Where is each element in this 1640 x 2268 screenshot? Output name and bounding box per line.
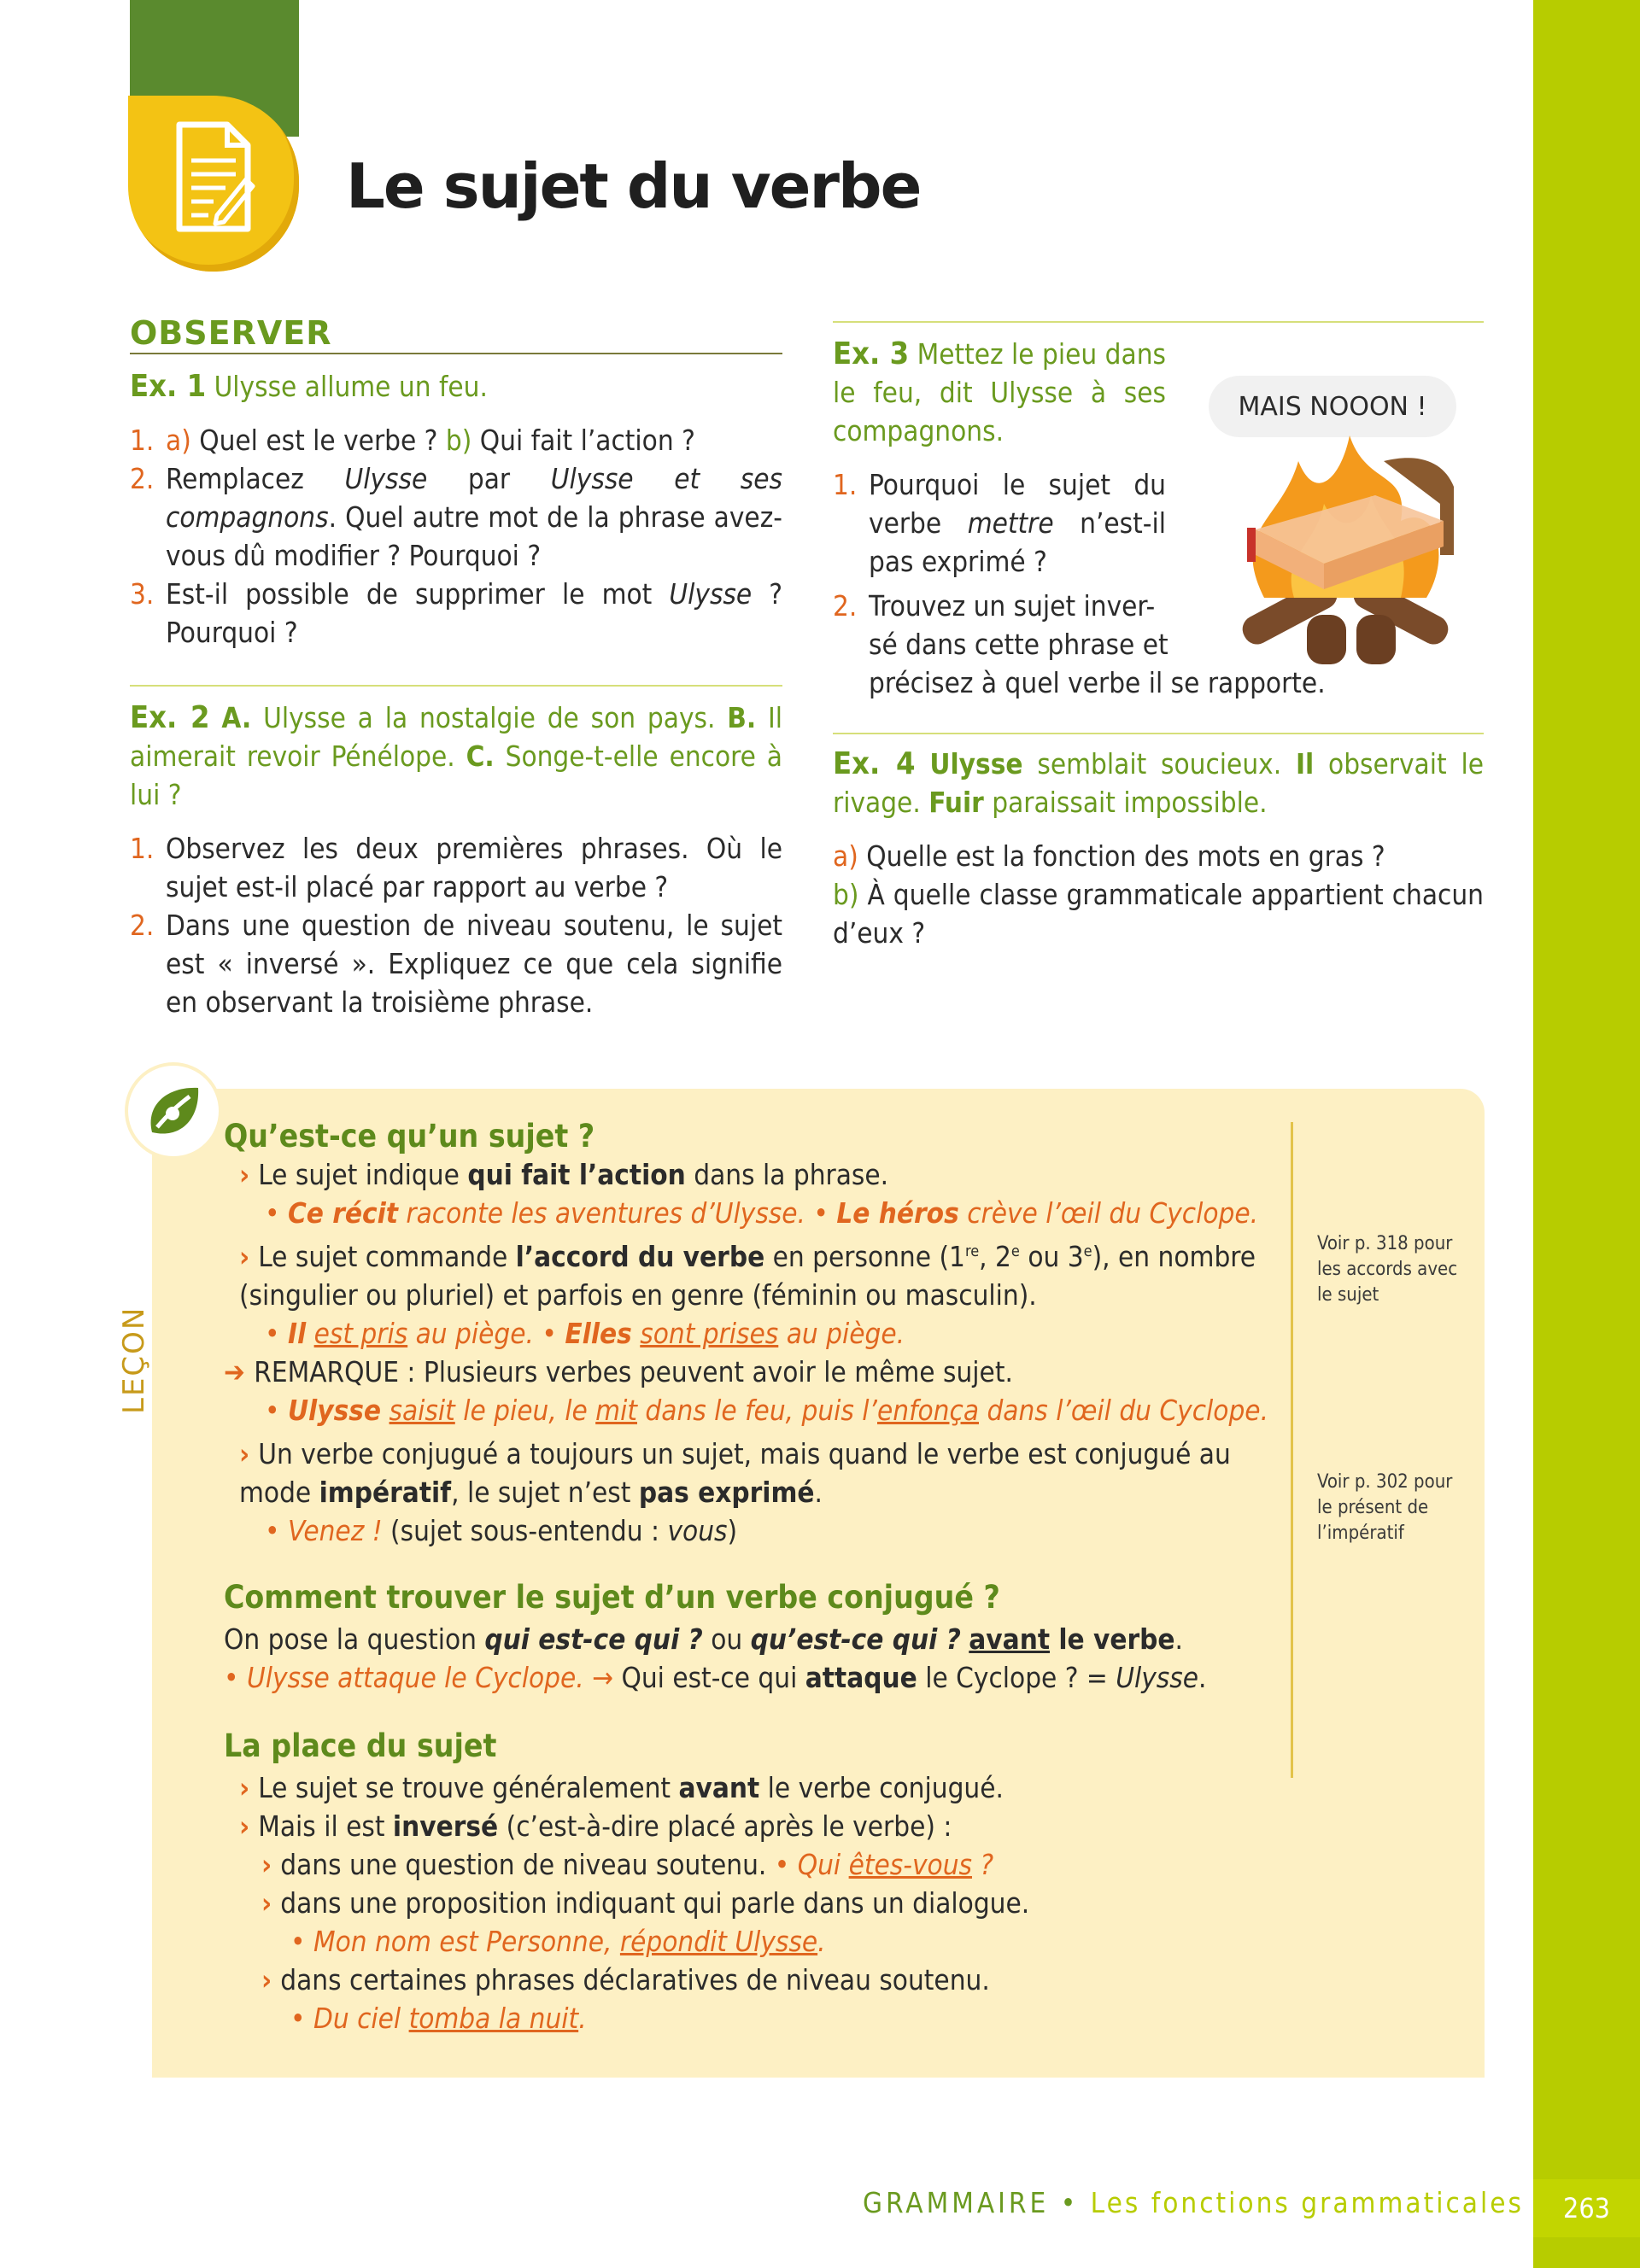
text: . bbox=[817, 1925, 826, 1958]
question-number: 2. bbox=[130, 909, 155, 942]
lesson-s1-example-3: • Ulysse saisit le pieu, le mit dans le feu, puis l’enfonça dans l’œil du Cyclope. bbox=[265, 1394, 1269, 1427]
text: par bbox=[427, 462, 551, 495]
text: Ulysse bbox=[344, 462, 428, 495]
text: REMARQUE : Plusieurs verbes peuvent avoir le même sujet. bbox=[254, 1355, 1013, 1388]
exercise-1-question-1 bbox=[130, 421, 782, 459]
text: . bbox=[814, 1476, 823, 1509]
text: dans l’œil du Cyclope. bbox=[979, 1394, 1269, 1427]
lesson-s1-example-4: • Venez ! (sujet sous-entendu : vous) bbox=[265, 1514, 738, 1547]
chapter-badge bbox=[128, 96, 299, 272]
text: ou 3 bbox=[1019, 1240, 1084, 1273]
text: dans une question de niveau soutenu. bbox=[280, 1848, 775, 1881]
running-footer bbox=[863, 2186, 1524, 2219]
chevron-icon: › bbox=[261, 1963, 272, 1996]
text: Qui est-ce qui bbox=[613, 1661, 805, 1694]
text: Trouvez un sujet inver- bbox=[869, 589, 1156, 623]
lesson-section-1 bbox=[224, 1117, 1274, 1550]
bold-word: Il bbox=[1295, 747, 1315, 780]
text: Est-il possible de supprimer le mot bbox=[166, 577, 670, 611]
text: dans la phrase. bbox=[685, 1158, 889, 1191]
text: Ulysse bbox=[669, 577, 753, 611]
text: paraissait impossible. bbox=[983, 786, 1268, 819]
text: avant bbox=[678, 1771, 760, 1804]
text: répondit Ulysse bbox=[619, 1925, 818, 1958]
lesson-s1-example-1: • Ce récit raconte les aventures d’Ulysse. • Le héros crève l’œil du Cyclope. bbox=[265, 1196, 1259, 1230]
text: . bbox=[1174, 1622, 1183, 1656]
text: À quelle classe grammaticale appartient chacun d’eux ? bbox=[833, 878, 1484, 950]
text: pas exprimé bbox=[638, 1476, 815, 1509]
text: Qui bbox=[797, 1848, 849, 1881]
exercise-4-intro bbox=[833, 745, 1484, 821]
arrow-right-icon: ➔ bbox=[224, 1355, 255, 1388]
text: sont prises bbox=[640, 1317, 779, 1350]
exercise-4 bbox=[833, 745, 1484, 952]
exercise-1 bbox=[130, 367, 782, 652]
text: Dans une question de niveau soutenu, le sujet est « inversé ». Expliquez ce que cela signifie en observant la troisième phrase. bbox=[166, 909, 782, 1019]
text: re bbox=[964, 1242, 980, 1260]
lesson-s3-example-2: • Mon nom est Personne, répondit Ulysse. bbox=[290, 1925, 826, 1958]
question-text: Qui fait l’action ? bbox=[479, 424, 695, 457]
bold-word: Fuir bbox=[928, 786, 984, 819]
text: Ulysse bbox=[1116, 1661, 1198, 1694]
footer-separator: • bbox=[1060, 2186, 1080, 2219]
sub-label: b) bbox=[833, 878, 859, 911]
exercise-3-sentence: Mettez le pieu dans le feu, dit Ulysse à ses compagnons. bbox=[833, 337, 1166, 447]
text: Ce récit bbox=[287, 1196, 398, 1230]
lesson-s1-example-2: • Il est pris au piège. • Elles sont prises au piège. bbox=[265, 1317, 905, 1350]
question-number: 1. bbox=[130, 832, 155, 865]
chevron-icon: › bbox=[239, 1809, 250, 1843]
separator bbox=[130, 685, 782, 687]
exercise-4-question-b bbox=[833, 875, 1484, 952]
text: e bbox=[1083, 1242, 1092, 1260]
bold-word: Ulysse bbox=[929, 747, 1023, 780]
lesson-section-3-title: La place du sujet bbox=[224, 1727, 497, 1764]
exercise-1-intro bbox=[130, 367, 782, 406]
text: Il bbox=[287, 1317, 307, 1350]
lesson-s3-case-3 bbox=[224, 1961, 1437, 1999]
exercise-3-intro bbox=[833, 335, 1166, 450]
exercise-4-question-a bbox=[833, 837, 1484, 875]
text: (sujet sous-entendu : bbox=[382, 1514, 668, 1547]
text: au piège. bbox=[407, 1317, 542, 1350]
lesson-s2-example: • Ulysse attaque le Cyclope. → Qui est-ce qui attaque le Cyclope ? = Ulysse. bbox=[224, 1661, 1207, 1694]
text: en personne (1 bbox=[764, 1240, 965, 1273]
text: Ulysse et ses compagnons bbox=[166, 462, 782, 534]
text: . Quel autre mot de la phrase avez-vous dû modifier ? Pourquoi ? bbox=[166, 500, 782, 572]
text: le pieu, le bbox=[454, 1394, 596, 1427]
chevron-icon: › bbox=[239, 1437, 250, 1470]
sentence-marker: C. bbox=[466, 739, 495, 773]
text: saisit bbox=[389, 1394, 455, 1427]
text: (c’est-à-dire placé après le verbe) : bbox=[498, 1809, 952, 1843]
lesson-section-3 bbox=[224, 1727, 1437, 2037]
text: ), en nombre (singulier ou pluriel) et parfois en genre (féminin ou masculin). bbox=[239, 1240, 1256, 1312]
exercise-2 bbox=[130, 699, 782, 1021]
chevron-icon: › bbox=[239, 1771, 250, 1804]
sub-label: a) bbox=[166, 424, 191, 457]
chevron-icon: › bbox=[239, 1158, 250, 1191]
text: Le héros bbox=[836, 1196, 959, 1230]
right-color-band bbox=[1533, 0, 1640, 2268]
text: ? bbox=[972, 1848, 994, 1881]
text: Observez les deux premières phrases. Où le sujet est-il placé par rapport au verbe ? bbox=[166, 832, 782, 903]
text: Ulysse bbox=[287, 1394, 382, 1427]
text: précisez à quel verbe il se rapporte. bbox=[869, 666, 1326, 699]
text: Le sujet indique bbox=[258, 1158, 468, 1191]
text: Il aimerait revoir Pénélope. bbox=[130, 701, 783, 773]
question-text: Quel est le verbe ? bbox=[199, 424, 438, 457]
lesson-s3-bullet-2 bbox=[224, 1807, 1437, 1845]
separator bbox=[833, 733, 1484, 734]
text: e bbox=[1010, 1242, 1020, 1260]
text: Le sujet se trouve généralement bbox=[258, 1771, 679, 1804]
text: Quelle est la fonction des mots en gras ? bbox=[858, 839, 1385, 873]
text: , 2 bbox=[979, 1240, 1011, 1273]
text: dans certaines phrases déclaratives de niveau soutenu. bbox=[280, 1963, 990, 1996]
lesson-s3-case-1: › dans une question de niveau soutenu. • Qui êtes-vous ? bbox=[261, 1848, 994, 1881]
text: êtes-vous bbox=[848, 1848, 972, 1881]
text: dans une proposition indiquant qui parle dans un dialogue. bbox=[280, 1886, 1030, 1920]
lesson-leaf-badge bbox=[128, 1066, 219, 1156]
text: attaque bbox=[805, 1661, 917, 1694]
lesson-s1-bullet-3 bbox=[224, 1435, 1274, 1511]
separator bbox=[833, 321, 1484, 323]
lesson-s2-text bbox=[224, 1620, 1437, 1658]
chevron-icon: › bbox=[261, 1886, 272, 1920]
text: , le sujet n’est bbox=[451, 1476, 639, 1509]
text: Le sujet commande bbox=[258, 1240, 516, 1273]
text: dans le feu, puis l’ bbox=[636, 1394, 877, 1427]
question-number: 1. bbox=[833, 468, 858, 501]
text: au piège. bbox=[778, 1317, 905, 1350]
observer-rule bbox=[130, 353, 782, 354]
lesson-section-1-title: Qu’est-ce qu’un sujet ? bbox=[224, 1118, 595, 1154]
text: On pose la question bbox=[224, 1622, 485, 1656]
sidenote-accords: Voir p. 318 pour les accords avec le sujet bbox=[1317, 1233, 1458, 1306]
text: Du ciel bbox=[313, 2002, 409, 2035]
text: le verbe conjugué. bbox=[759, 1771, 1004, 1804]
lesson-section-2-title: Comment trouver le sujet d’un verbe conjugué ? bbox=[224, 1579, 1000, 1616]
sub-label: b) bbox=[445, 424, 472, 457]
text: Mon nom est Personne, bbox=[313, 1925, 620, 1958]
text: mettre bbox=[967, 506, 1054, 540]
sentence-marker: A. bbox=[221, 701, 252, 734]
lesson-s3-bullet-1 bbox=[224, 1768, 1437, 1807]
text: est pris bbox=[313, 1317, 408, 1350]
text: mit bbox=[595, 1394, 637, 1427]
question-number: 2. bbox=[130, 462, 155, 495]
footer-section: GRAMMAIRE bbox=[863, 2186, 1050, 2219]
sentence-marker: B. bbox=[727, 701, 757, 734]
question-number: 2. bbox=[833, 589, 858, 623]
text: ou bbox=[702, 1622, 751, 1656]
question-number: 1. bbox=[130, 424, 155, 457]
text: n’est-il pas exprimé ? bbox=[869, 506, 1166, 578]
exercise-1-label: Ex. 1 bbox=[130, 369, 207, 404]
text: qui est-ce qui ? bbox=[484, 1622, 703, 1656]
text: Ulysse attaque le Cyclope. bbox=[246, 1661, 584, 1694]
text: Pourquoi le sujet du verbe bbox=[869, 468, 1166, 540]
text: Venez ! bbox=[287, 1514, 383, 1547]
text: inversé bbox=[392, 1809, 499, 1843]
text: crève l’œil du Cyclope. bbox=[958, 1196, 1259, 1230]
footer-chapter: Les fonctions grammaticales bbox=[1090, 2186, 1524, 2219]
lesson-s1-bullet-2 bbox=[224, 1232, 1274, 1314]
text: Songe-t-elle encore à lui ? bbox=[130, 739, 782, 811]
lesson-s3-example-3: • Du ciel tomba la nuit. bbox=[290, 2002, 587, 2035]
observer-heading: OBSERVER bbox=[130, 314, 332, 352]
text: ) bbox=[727, 1514, 738, 1547]
page-number: 263 bbox=[1533, 2179, 1640, 2237]
text: ? Pourquoi ? bbox=[166, 577, 783, 649]
document-pencil-icon bbox=[174, 120, 256, 239]
text: Mais il est bbox=[258, 1809, 393, 1843]
text: observait le rivage. bbox=[833, 747, 1484, 819]
text: Ulysse a la nostalgie de son pays. bbox=[251, 701, 728, 734]
sub-label: a) bbox=[833, 839, 858, 873]
text: tomba la nuit bbox=[408, 2002, 579, 2035]
text: qui fait l’action bbox=[467, 1158, 686, 1191]
lesson-s1-remark bbox=[224, 1353, 1274, 1391]
text: le Cyclope ? = bbox=[917, 1661, 1116, 1694]
text: vous bbox=[667, 1514, 728, 1547]
text: Elles bbox=[565, 1317, 632, 1350]
text: raconte les aventures d’Ulysse. bbox=[397, 1196, 814, 1230]
lesson-s3-case-2 bbox=[224, 1884, 1437, 1922]
chevron-icon: › bbox=[261, 1848, 272, 1881]
text: qu’est-ce qui ? bbox=[750, 1622, 961, 1656]
exercise-3-label: Ex. 3 bbox=[833, 336, 910, 371]
exercise-2-question-2 bbox=[130, 906, 782, 1021]
text: sé dans cette phrase et bbox=[869, 628, 1168, 661]
chevron-icon: › bbox=[239, 1240, 250, 1273]
leaf-icon bbox=[128, 1066, 219, 1156]
text: . bbox=[578, 2002, 587, 2035]
sidenote-imperatif: Voir p. 302 pour le présent de l’impératif bbox=[1317, 1471, 1453, 1544]
exercise-1-question-2 bbox=[130, 459, 782, 575]
text: le verbe bbox=[1050, 1622, 1175, 1656]
text: enfonça bbox=[876, 1394, 980, 1427]
lesson-s1-bullet-1 bbox=[224, 1155, 1274, 1194]
speech-bubble: MAIS NOOON ! bbox=[1209, 376, 1456, 437]
exercise-3-question-1 bbox=[833, 465, 1166, 581]
lesson-section-2 bbox=[224, 1578, 1437, 1697]
arrow-right-icon: → bbox=[592, 1661, 614, 1694]
text: avant bbox=[969, 1622, 1051, 1656]
page-title: Le sujet du verbe bbox=[346, 150, 921, 222]
exercise-2-label: Ex. 2 bbox=[130, 700, 210, 735]
text: Un verbe conjugué a toujours un sujet, mais quand le verbe est conjugué au mode bbox=[239, 1437, 1231, 1509]
text: Remplacez bbox=[166, 462, 345, 495]
exercise-2-question-1 bbox=[130, 829, 782, 906]
campfire-bed-illustration bbox=[1213, 427, 1486, 675]
text: . bbox=[1198, 1661, 1207, 1694]
exercise-2-intro bbox=[130, 699, 782, 814]
text: l’accord du verbe bbox=[515, 1240, 765, 1273]
exercise-1-question-3 bbox=[130, 575, 782, 652]
exercise-3 bbox=[833, 335, 1166, 581]
exercise-1-sentence: Ulysse allume un feu. bbox=[214, 370, 488, 403]
exercise-4-label: Ex. 4 bbox=[833, 746, 916, 781]
question-number: 3. bbox=[130, 577, 155, 611]
lesson-label-text: LEÇON bbox=[117, 1306, 151, 1414]
text: semblait soucieux. bbox=[1022, 747, 1296, 780]
text: impératif bbox=[319, 1476, 452, 1509]
